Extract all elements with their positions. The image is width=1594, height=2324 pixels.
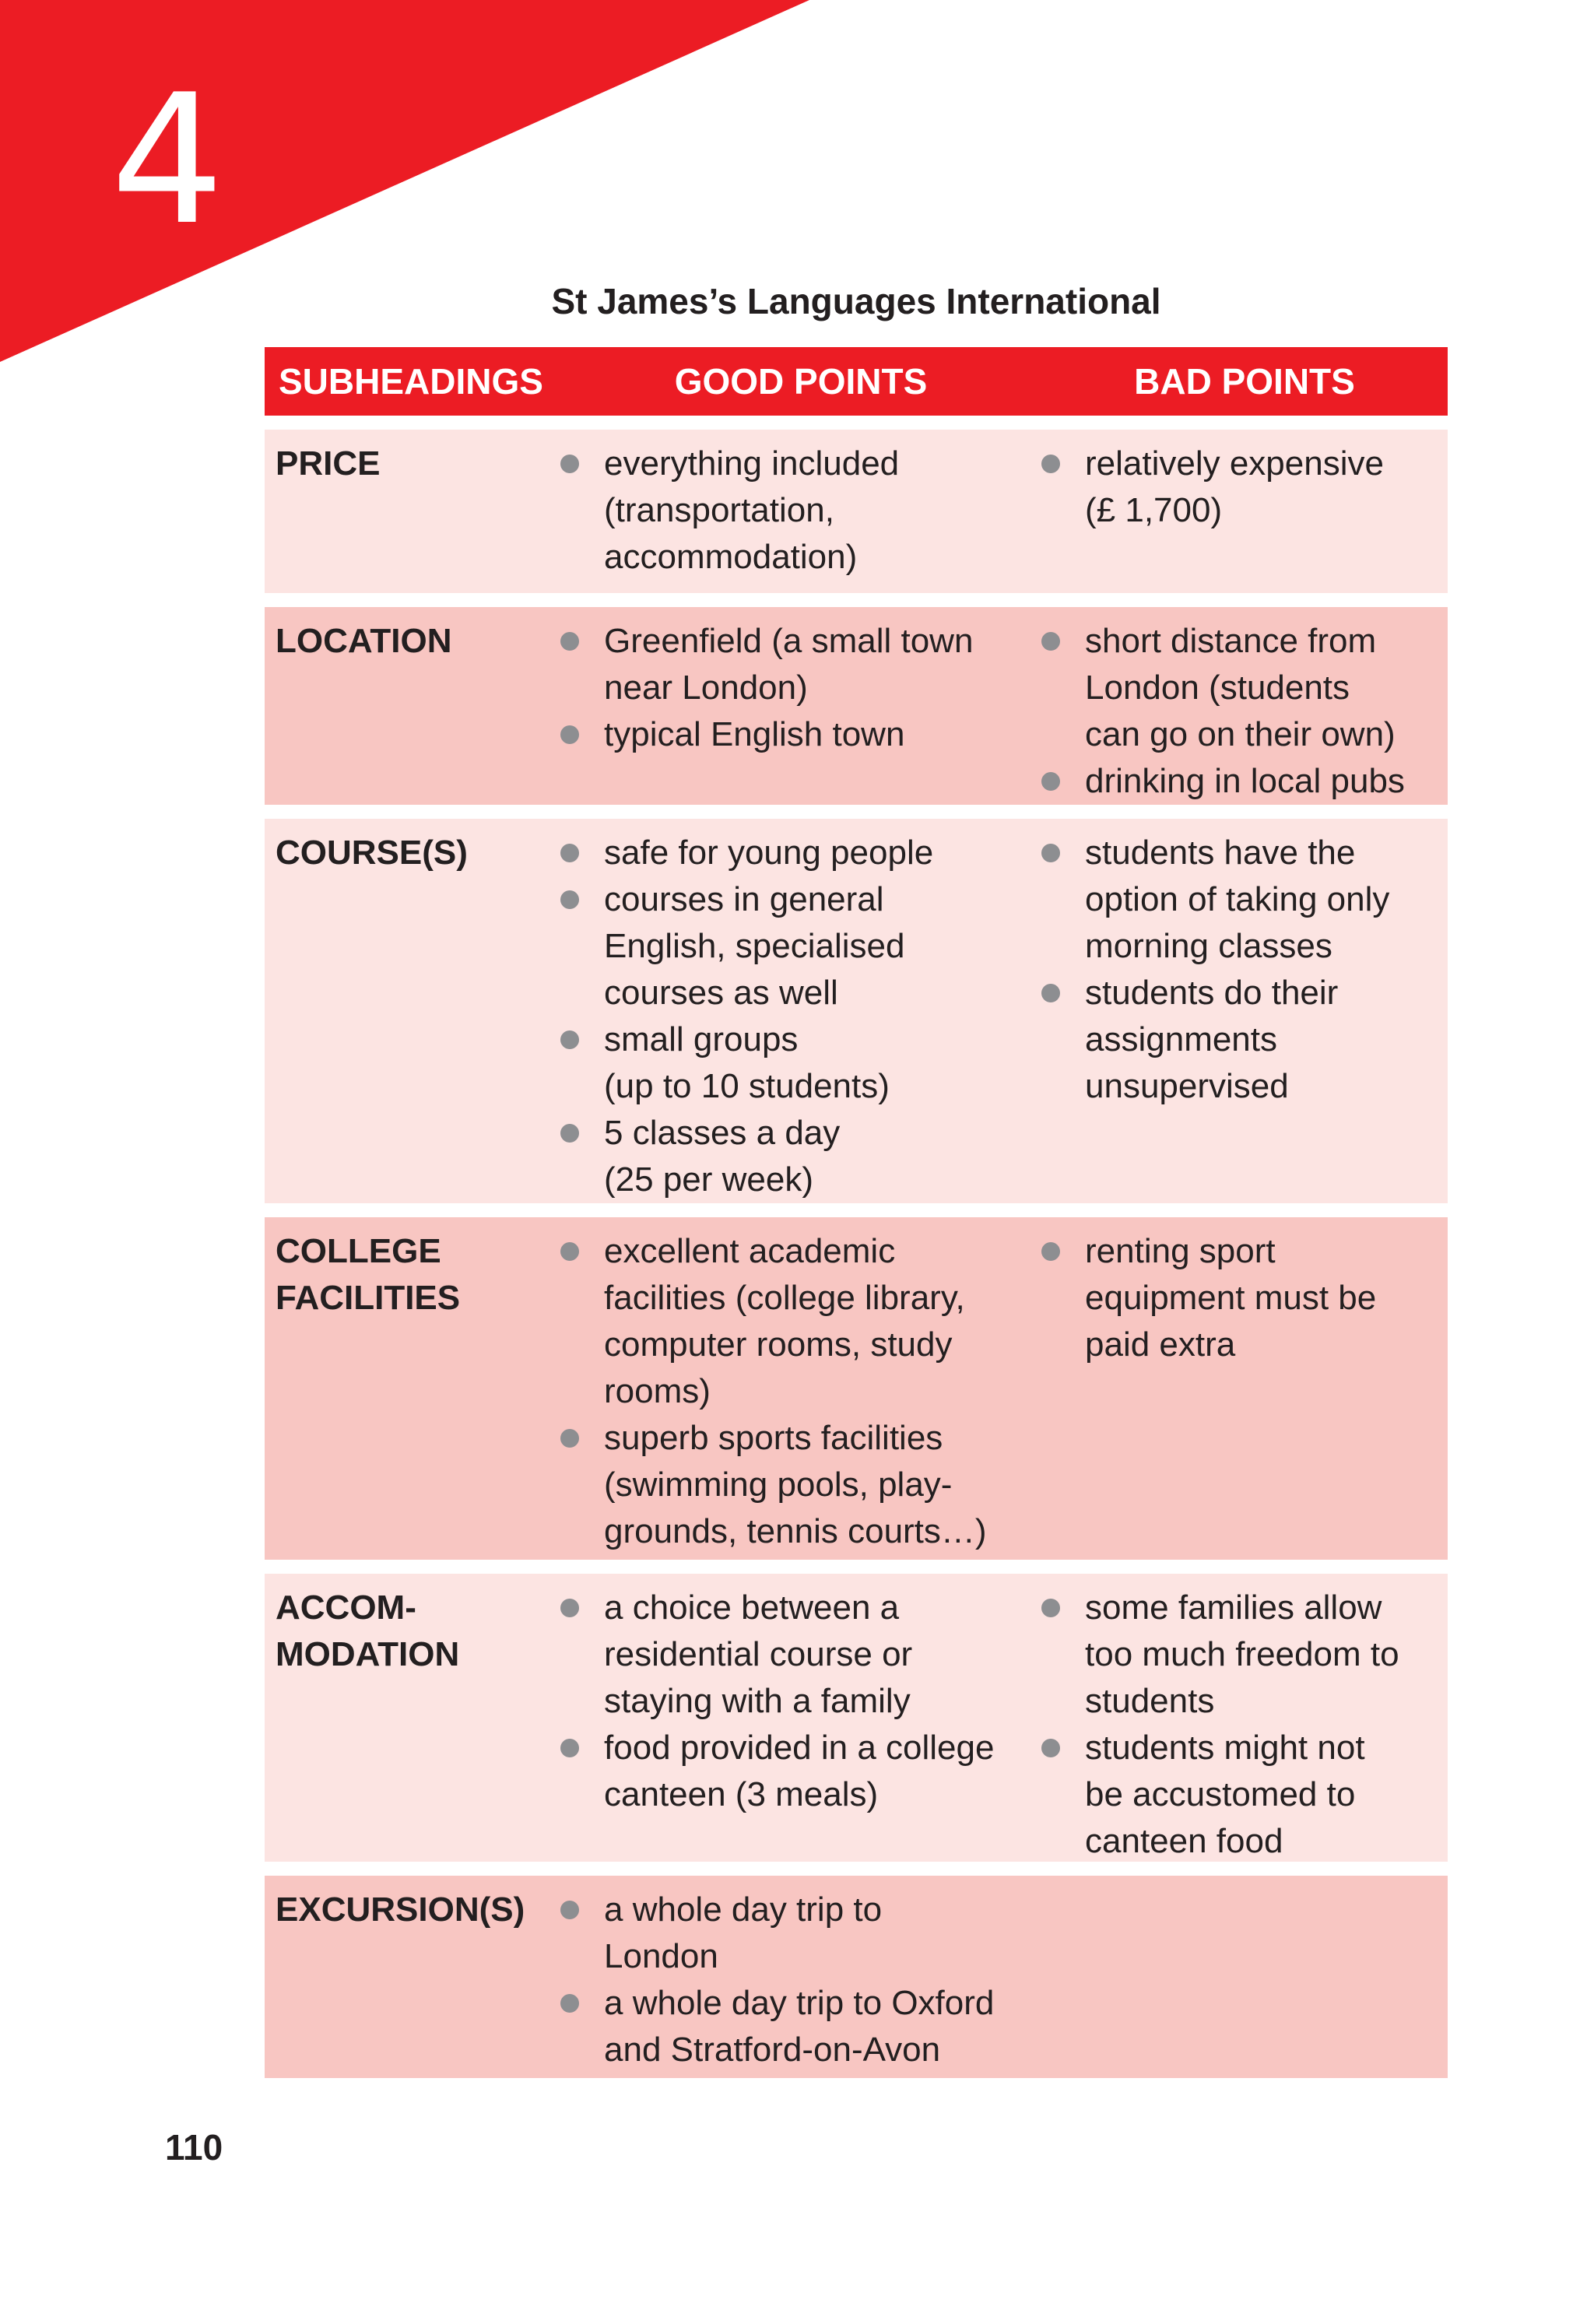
- bullet-text-line: courses as well: [604, 974, 838, 1012]
- bullet-text-line: can go on their own): [1085, 715, 1396, 753]
- bullet-text-line: grounds, tennis courts…): [604, 1512, 987, 1550]
- bullet-text-line: London (students: [1085, 669, 1350, 707]
- bullet-text-line: near London): [604, 669, 808, 707]
- good-points-cell: [560, 1887, 1041, 2073]
- bullet-list: [1041, 1585, 1448, 1865]
- subheading-line: EXCURSION(S): [276, 1890, 525, 1929]
- bullet-text-line: computer rooms, study: [604, 1325, 953, 1364]
- list-item: [560, 1110, 1041, 1203]
- header-good-points: GOOD POINTS: [674, 361, 928, 402]
- good-points-cell: [560, 1585, 1041, 1818]
- bullet-text-line: Greenfield (a small town: [604, 622, 974, 660]
- bullet-text-line: accommodation): [604, 538, 858, 576]
- bullet-dot-icon: [1041, 1739, 1060, 1757]
- list-item: [560, 1585, 1041, 1725]
- bullet-text-line: (25 per week): [604, 1160, 814, 1199]
- table-row: [265, 1217, 1448, 1560]
- bullet-text-line: option of taking only: [1085, 880, 1390, 918]
- list-item: [1041, 1228, 1448, 1368]
- row-subheading: [265, 1887, 560, 1933]
- bullet-text-line: a whole day trip to Oxford: [604, 1984, 995, 2022]
- row-subheading: [265, 1585, 560, 1678]
- bullet-text-line: students do their: [1085, 974, 1339, 1012]
- table-row: [265, 607, 1448, 805]
- row-subheading: [265, 830, 560, 876]
- bad-points-cell: [1041, 1228, 1448, 1368]
- bullet-list: [1041, 1228, 1448, 1368]
- bullet-dot-icon: [560, 1901, 579, 1919]
- list-item: [1041, 1725, 1448, 1865]
- bullet-text-line: English, specialised: [604, 927, 905, 965]
- bullet-dot-icon: [560, 1739, 579, 1757]
- subheading-line: PRICE: [276, 444, 381, 483]
- good-points-cell: [560, 618, 1041, 758]
- bullet-text-line: superb sports facilities: [604, 1419, 943, 1457]
- bullet-text-line: a choice between a: [604, 1589, 900, 1627]
- bullet-text-line: assignments: [1085, 1020, 1278, 1058]
- bullet-text-line: and Stratford-on-Avon: [604, 2031, 941, 2069]
- bullet-text-line: London: [604, 1937, 718, 1975]
- bullet-text-line: residential course or: [604, 1635, 913, 1673]
- list-item: [560, 876, 1041, 1016]
- bullet-text-line: short distance from: [1085, 622, 1377, 660]
- list-item: [560, 1725, 1041, 1818]
- bullet-dot-icon: [1041, 984, 1060, 1002]
- bullet-text-line: facilities (college library,: [604, 1279, 965, 1317]
- document-title: St James’s Languages International: [551, 281, 1161, 321]
- bullet-text-line: relatively expensive: [1085, 444, 1384, 483]
- bullet-text-line: (up to 10 students): [604, 1067, 890, 1105]
- bullet-text-line: students have the: [1085, 834, 1356, 872]
- list-item: [560, 1887, 1041, 1980]
- bullet-text-line: a whole day trip to: [604, 1890, 883, 1929]
- bullet-text-line: food provided in a college: [604, 1729, 995, 1767]
- table-header-row: [265, 347, 1448, 416]
- table-body: [265, 430, 1448, 2078]
- bullet-list: [560, 441, 1041, 581]
- table-row: [265, 430, 1448, 593]
- list-item: [560, 1016, 1041, 1110]
- bullet-dot-icon: [1041, 1599, 1060, 1617]
- chapter-number: 4: [111, 57, 225, 265]
- comparison-table: [265, 347, 1448, 2092]
- bullet-text-line: courses in general: [604, 880, 884, 918]
- bullet-list: [560, 1585, 1041, 1818]
- list-item: [1041, 1585, 1448, 1725]
- row-subheading: [265, 618, 560, 665]
- bullet-list: [560, 618, 1041, 758]
- bad-points-cell: [1041, 618, 1448, 805]
- bullet-dot-icon: [1041, 455, 1060, 473]
- bad-points-cell: [1041, 830, 1448, 1110]
- bullet-text-line: morning classes: [1085, 927, 1332, 965]
- bullet-text-line: too much freedom to: [1085, 1635, 1399, 1673]
- bullet-text-line: equipment must be: [1085, 1279, 1377, 1317]
- bullet-text-line: excellent academic: [604, 1232, 896, 1270]
- bullet-dot-icon: [1041, 844, 1060, 862]
- bullet-list: [560, 1887, 1041, 2073]
- bullet-text-line: renting sport: [1085, 1232, 1276, 1270]
- row-subheading: [265, 441, 560, 487]
- good-points-cell: [560, 441, 1041, 581]
- list-item: [1041, 758, 1448, 805]
- bullet-text-line: be accustomed to: [1085, 1775, 1356, 1813]
- bullet-text-line: 5 classes a day: [604, 1114, 841, 1152]
- bullet-text-line: safe for young people: [604, 834, 934, 872]
- bullet-text-line: (swimming pools, play-: [604, 1466, 953, 1504]
- list-item: [560, 1980, 1041, 2073]
- bullet-text-line: (transportation,: [604, 491, 834, 529]
- bullet-list: [1041, 618, 1448, 805]
- good-points-cell: [560, 1228, 1041, 1555]
- bullet-text-line: typical English town: [604, 715, 905, 753]
- bullet-text-line: canteen (3 meals): [604, 1775, 879, 1813]
- subheading-line: FACILITIES: [276, 1279, 461, 1317]
- bullet-text-line: canteen food: [1085, 1822, 1283, 1860]
- list-item: [1041, 618, 1448, 758]
- page-number: 110: [165, 2127, 223, 2168]
- table-row: [265, 819, 1448, 1203]
- bullet-list: [1041, 830, 1448, 1110]
- table-row: [265, 1574, 1448, 1862]
- list-item: [560, 1228, 1041, 1415]
- bullet-text-line: drinking in local pubs: [1085, 762, 1405, 800]
- bullet-dot-icon: [560, 1599, 579, 1617]
- bullet-text-line: (£ 1,700): [1085, 491, 1223, 529]
- subheading-line: COURSE(S): [276, 834, 468, 872]
- list-item: [560, 618, 1041, 711]
- row-subheading: [265, 1228, 560, 1322]
- bullet-dot-icon: [560, 1030, 579, 1049]
- bullet-dot-icon: [1041, 1242, 1060, 1261]
- table-row: [265, 1876, 1448, 2078]
- subheading-line: MODATION: [276, 1635, 460, 1673]
- bullet-dot-icon: [560, 1124, 579, 1143]
- bad-points-cell: [1041, 1585, 1448, 1865]
- list-item: [560, 711, 1041, 758]
- bullet-dot-icon: [560, 1429, 579, 1448]
- bullet-dot-icon: [560, 455, 579, 473]
- bullet-dot-icon: [560, 844, 579, 862]
- bullet-dot-icon: [560, 1994, 579, 2013]
- bullet-text-line: unsupervised: [1085, 1067, 1289, 1105]
- bullet-dot-icon: [560, 890, 579, 909]
- list-item: [560, 441, 1041, 581]
- bullet-text-line: small groups: [604, 1020, 799, 1058]
- bullet-dot-icon: [1041, 772, 1060, 791]
- subheading-line: LOCATION: [276, 622, 452, 660]
- bullet-text-line: everything included: [604, 444, 900, 483]
- list-item: [1041, 441, 1448, 534]
- bullet-list: [1041, 441, 1448, 534]
- good-points-cell: [560, 830, 1041, 1203]
- subheading-line: COLLEGE: [276, 1232, 441, 1270]
- list-item: [560, 1415, 1041, 1555]
- bullet-dot-icon: [560, 725, 579, 744]
- bullet-text-line: students: [1085, 1682, 1215, 1720]
- header-bad-points: BAD POINTS: [1134, 361, 1355, 402]
- bullet-text-line: some families allow: [1085, 1589, 1382, 1627]
- bullet-text-line: staying with a family: [604, 1682, 911, 1720]
- subheading-line: ACCOM-: [276, 1589, 416, 1627]
- list-item: [560, 830, 1041, 876]
- bullet-dot-icon: [1041, 632, 1060, 651]
- list-item: [1041, 970, 1448, 1110]
- bullet-list: [560, 1228, 1041, 1555]
- bullet-text-line: paid extra: [1085, 1325, 1236, 1364]
- bullet-list: [560, 830, 1041, 1203]
- list-item: [1041, 830, 1448, 970]
- header-subheadings: SUBHEADINGS: [279, 361, 543, 402]
- bullet-text-line: rooms): [604, 1372, 711, 1410]
- bullet-dot-icon: [560, 1242, 579, 1261]
- bullet-dot-icon: [560, 632, 579, 651]
- bullet-text-line: students might not: [1085, 1729, 1365, 1767]
- bad-points-cell: [1041, 441, 1448, 534]
